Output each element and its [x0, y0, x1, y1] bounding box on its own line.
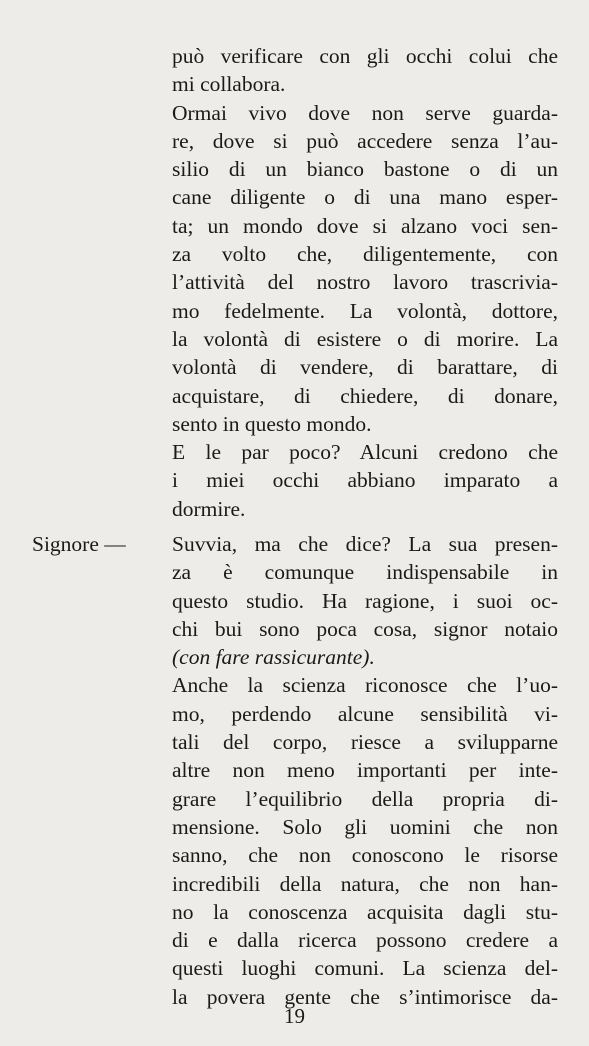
- text-line: za volto che, diligentemente, con: [172, 242, 558, 267]
- text-line: ta; un mondo dove si alzano voci sen-: [172, 213, 558, 238]
- text-line: l’attività del nostro lavoro trascrivia-: [172, 270, 558, 295]
- stage-direction: (con fare rassicurante).: [172, 645, 375, 670]
- text-line: mo, perdendo alcune sensibilità vi-: [172, 701, 558, 726]
- speaker-label: Signore —: [32, 532, 126, 556]
- text-line: tali del corpo, riesce a svilupparne: [172, 730, 558, 755]
- text-block-1: [172, 42, 558, 523]
- text-block-2: [172, 530, 558, 1011]
- text-line: mo fedelmente. La volontà, dottore,: [172, 298, 558, 323]
- text-line: no la conoscenza acquisita dagli stu-: [172, 899, 558, 924]
- text-line: la volontà di esistere o di morire. La: [172, 326, 558, 351]
- text-line: silio di un bianco bastone o di un: [172, 157, 558, 182]
- text-line: Ormai vivo dove non serve guarda-: [172, 100, 558, 125]
- text-line: grare l’equilibrio della propria di-: [172, 786, 558, 811]
- text-line: incredibili della natura, che non han-: [172, 871, 558, 896]
- text-line: cane diligente o di una mano esper-: [172, 185, 558, 210]
- page-number: 19: [284, 1004, 305, 1028]
- text-line: questi luoghi comuni. La scienza del-: [172, 956, 558, 981]
- text-line: questo studio. Ha ragione, i suoi oc-: [172, 588, 558, 613]
- text-line: sanno, che non conoscono le risorse: [172, 843, 558, 868]
- text-line: sento in questo mondo.: [172, 411, 372, 436]
- text-line: altre non meno importanti per inte-: [172, 758, 558, 783]
- text-line: chi bui sono poca cosa, signor notaio: [172, 616, 558, 641]
- text-line: dormire.: [172, 496, 246, 521]
- text-line: E le par poco? Alcuni credono che: [172, 440, 558, 465]
- text-line: mi collabora.: [172, 72, 286, 97]
- text-line: Anche la scienza riconosce che l’uo-: [172, 673, 558, 698]
- text-line: re, dove si può accedere senza l’au-: [172, 128, 558, 153]
- text-line: di e dalla ricerca possono credere a: [172, 928, 558, 953]
- text-line: può verificare con gli occhi colui che: [172, 44, 558, 68]
- text-line: la povera gente che s’intimorisce da-: [172, 984, 558, 1009]
- text-line: Suvvia, ma che dice? La sua presen-: [172, 532, 558, 556]
- text-line: acquistare, di chiedere, di donare,: [172, 383, 558, 408]
- text-line: za è comunque indispensabile in: [172, 560, 558, 585]
- text-line: i miei occhi abbiano imparato a: [172, 468, 558, 493]
- text-line: volontà di vendere, di barattare, di: [172, 355, 558, 380]
- text-line: mensione. Solo gli uomini che non: [172, 814, 558, 839]
